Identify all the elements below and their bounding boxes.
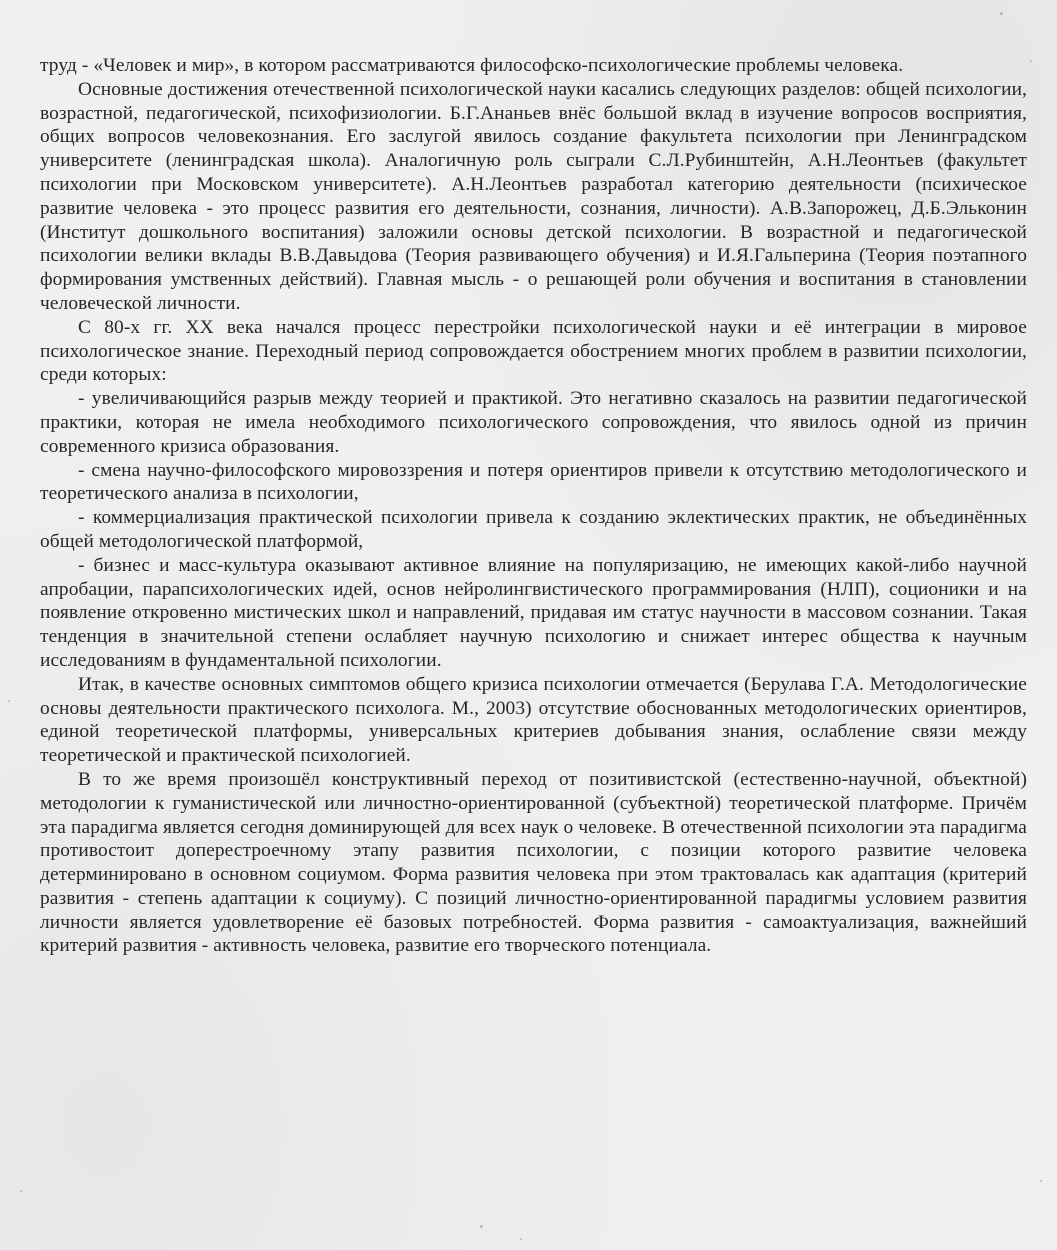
paragraph-2: Основные достижения отечественной психологической науки касались следующих разделов: общей психологии, возрастной, педагогической, психофизиологии. Б.Г.Ананьев внёс большой вклад в изучение вопросов восприятия, общих вопросов человекознания. Его заслугой явилось создание факультета психологии при Ленинградском университете (ленинградская школа). Аналогичную роль сыграли С.Л.Рубинштейн, А.Н.Леонтьев (факультет психологии при Московском университете). А.Н.Леонтьев разработал категорию деятельности (психическое развитие человека - это процесс развития его деятельности, сознания, личности). А.В.Запорожец, Д.Б.Эльконин (Институт дошкольного воспитания) заложили основы детской психологии. В возрастной и педагогической психологии велики вклады В.В.Давыдова (Теория развивающего обучения) и И.Я.Гальперина (Теория поэтапного формирования умственных действий). Главная мысль - о решающей роли обучения и воспитания в становлении человеческой личности. bbox=[40, 78, 1027, 314]
paragraph-1: труд - «Человек и мир», в котором рассматриваются философско-психологические проблемы человека. bbox=[40, 55, 904, 76]
list-item-gap: - увеличивающийся разрыв между теорией и практикой. Это негативно сказалось на развитии педагогической практики, которая не имела необходимого психологического сопровождения, что явилось одной из причин современного кризиса образования. bbox=[40, 388, 1027, 457]
list-item-worldview: - смена научно-философского мировоззрения и потеря ориентиров привели к отсутствию методологического и теоретического анализа в психологии, bbox=[40, 459, 1027, 505]
paragraph-transition: В то же время произошёл конструктивный переход от позитивистской (естественно-научной, объектной) методологии к гуманистической или личностно-ориентированной (субъектной) теоретической платформе. Причём эта парадигма является сегодня доминирующей для всех наук о человеке. В отечественной психологии эта парадигма противостоит доперестроечному этапу развития психологии, с позиции которого развитие человека детерминировано в основном социумом. Форма развития человека при этом трактовалась как адаптация (критерий развития - степень адаптации к социуму). С позиций личностно-ориентированной парадигмы условием развития личности является удовлетворение её базовых потребностей. Форма развития - самоактуализация, важнейший критерий развития - активность человека, развитие его творческого потенциала. bbox=[40, 768, 1027, 957]
list-item-commercialization: - коммерциализация практической психологии привела к созданию эклектических практик, не объединённых общей методологической платформой, bbox=[40, 507, 1027, 552]
paragraph-3: С 80-х гг. XX века начался процесс перестройки психологической науки и её интеграции в мировое психологическое знание. Переходный период сопровождается обострением многих проблем в развитии психологии, среди которых: bbox=[40, 316, 1027, 386]
list-item-business: - бизнес и масс-культура оказывают активное влияние на популяризацию, не имеющих какой-либо научной апробации, парапсихологических идей, основ нейролингвистического программирования (НЛП), соционики и на появление откровенно мистических школ и направлений, придавая им статус научности в массовом сознании. Такая тенденция в значительной степени ослабляет научную психологию и снижает интерес общества к научным исследованиям в фундаментальной психологии. bbox=[40, 554, 1027, 671]
paragraph-crisis: Итак, в качестве основных симптомов общего кризиса психологии отмечается (Берулава Г.А. Методологические основы деятельности практического психолога. М., 2003) отсутствие обоснованных методологических ориентиров, единой теоретической платформы, универсальных критериев добывания знания, ослабление связи между теоретической и практической психологией. bbox=[40, 673, 1027, 767]
document-body bbox=[40, 54, 1027, 958]
